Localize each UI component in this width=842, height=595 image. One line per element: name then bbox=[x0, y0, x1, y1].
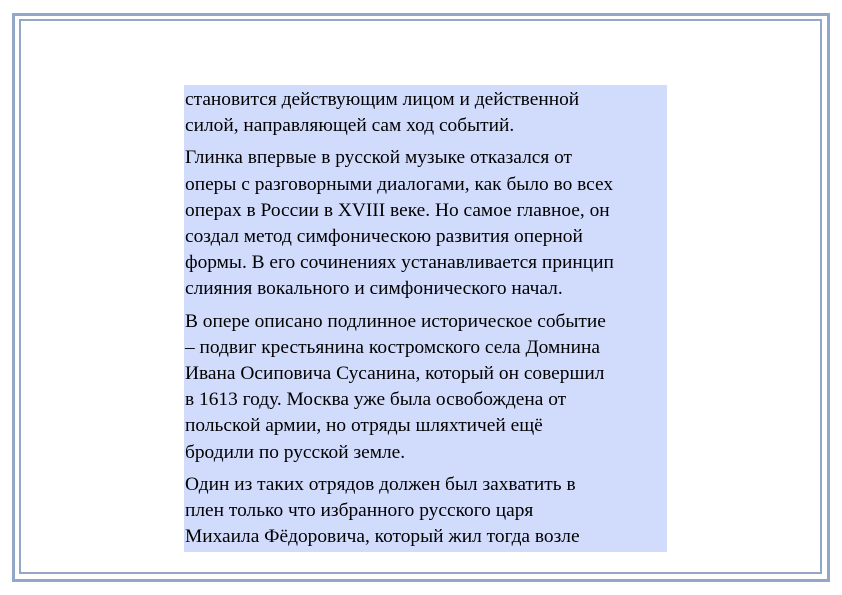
text-line: создал метод симфоническою развития оперной bbox=[185, 226, 583, 248]
text-line: – подвиг крестьянина костромского села Домнина bbox=[185, 336, 601, 358]
text-block bbox=[184, 85, 667, 552]
paragraph-4 bbox=[185, 472, 667, 551]
paragraph-2 bbox=[185, 145, 667, 302]
text-line: в 1613 году. Москва уже была освобождена от bbox=[185, 389, 567, 411]
text-line: Глинка впервые в русской музыке отказался от bbox=[185, 147, 573, 169]
text-line: оперы с разговорными диалогами, как было во всех bbox=[185, 173, 614, 195]
text-line: слияния вокального и симфонического начал. bbox=[185, 278, 563, 300]
text-line: В опере описано подлинное историческое событие bbox=[185, 310, 606, 332]
text-line: Михаила Фёдоровича, который жил тогда возле bbox=[185, 526, 580, 548]
paragraph-3 bbox=[185, 309, 667, 466]
text-line: польской армии, но отряды шляхтичей ещё bbox=[185, 415, 543, 437]
text-line: становится действующим лицом и действенной bbox=[185, 89, 580, 110]
text-line: плен только что избранного русского царя bbox=[185, 500, 534, 522]
text-line: операх в России в XVIII веке. Но самое главное, он bbox=[185, 199, 610, 221]
text-line: формы. В его сочинениях устанавливается принцип bbox=[185, 252, 614, 274]
text-line: бродили по русской земле. bbox=[185, 441, 406, 463]
text-line: Один из таких отрядов должен был захватить в bbox=[185, 473, 576, 495]
paragraph-1 bbox=[185, 87, 667, 139]
text-line: Ивана Осиповича Сусанина, который он совершил bbox=[185, 363, 605, 385]
text-line: силой, направляющей сам ход событий. bbox=[185, 115, 515, 137]
